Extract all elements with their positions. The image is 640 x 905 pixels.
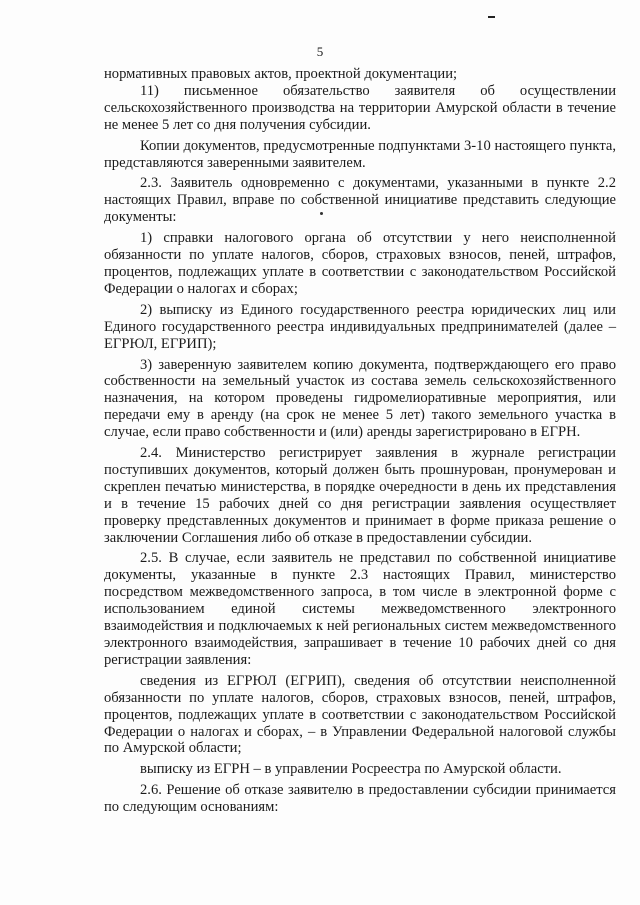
paragraph: 1) справки налогового органа об отсутствии у него неисполненной обязанности по уплате налогов, сборов, страховых взносов, пеней, штрафов, процентов, подлежащих уплате в соответствии с законодательством Российской Федерации о налогах и сборах; bbox=[104, 230, 616, 297]
paragraph: Копии документов, предусмотренные подпунктами 3-10 настоящего пункта, представляются заверенными заявителем. bbox=[104, 137, 616, 171]
scan-mark bbox=[488, 16, 495, 18]
paragraph: 11) письменное обязательство заявителя об осуществлении сельскохозяйственного производства на территории Амурской области в течение не менее 5 лет со дня получения субсидии. bbox=[104, 82, 616, 133]
paragraph: выписку из ЕГРН – в управлении Росреестра по Амурской области. bbox=[140, 761, 562, 778]
paragraph: 2.5. В случае, если заявитель не представил по собственной инициативе документы, указанные в пункте 2.3 настоящих Правил, министерство посредством межведомственного запроса, в том числе в электронной форме с использованием единой системы межведомственного электронного взаимодействия и подключаемых к ней региональных систем межведомственного электронного взаимодействия, запрашивает в течение 10 рабочих дней со дня регистрации заявления: bbox=[104, 550, 616, 668]
paragraph: сведения из ЕГРЮЛ (ЕГРИП), сведения об отсутствии неисполненной обязанности по уплате налогов, сборов, страховых взносов, пеней, штрафов, процентов, подлежащих уплате в соответствии с законодательством Российской Федерации о налогах и сборах, – в Управлении Федеральной налоговой службы по Амурской области; bbox=[104, 672, 616, 757]
document-body bbox=[104, 66, 616, 816]
scan-dot bbox=[320, 212, 323, 215]
paragraph: 2) выписку из Единого государственного реестра юридических лиц или Единого государственного реестра индивидуальных предпринимателей (далее – ЕГРЮЛ, ЕГРИП); bbox=[104, 301, 616, 352]
paragraph: 2.4. Министерство регистрирует заявления в журнале регистрации поступивших документов, который должен быть прошнурован, пронумерован и скреплен печатью министерства, в порядке очередности в день их представления и в течение 15 рабочих дней со дня регистрации заявления осуществляет проверку представленных документов и принимает в форме приказа решение о заключении Соглашения либо об отказе в предоставлении субсидии. bbox=[104, 445, 616, 546]
paragraph: 3) заверенную заявителем копию документа, подтверждающего его право собственности на земельный участок из состава земель сельскохозяйственного назначения, на котором проведены гидромелиоративные мероприятия, или передачи ему в аренду (на срок не менее 5 лет) такого земельного участка в случае, если право собственности и (или) аренды зарегистрировано в ЕГРН. bbox=[104, 356, 616, 441]
paragraph: 2.6. Решение об отказе заявителю в предоставлении субсидии принимается по следующим основаниям: bbox=[104, 782, 616, 816]
page-number: 5 bbox=[316, 44, 324, 59]
paragraph: нормативных правовых актов, проектной документации; bbox=[104, 66, 458, 82]
paragraph: 2.3. Заявитель одновременно с документами, указанными в пункте 2.2 настоящих Правил, вправе по собственной инициативе представить следующие документы: bbox=[104, 175, 616, 226]
